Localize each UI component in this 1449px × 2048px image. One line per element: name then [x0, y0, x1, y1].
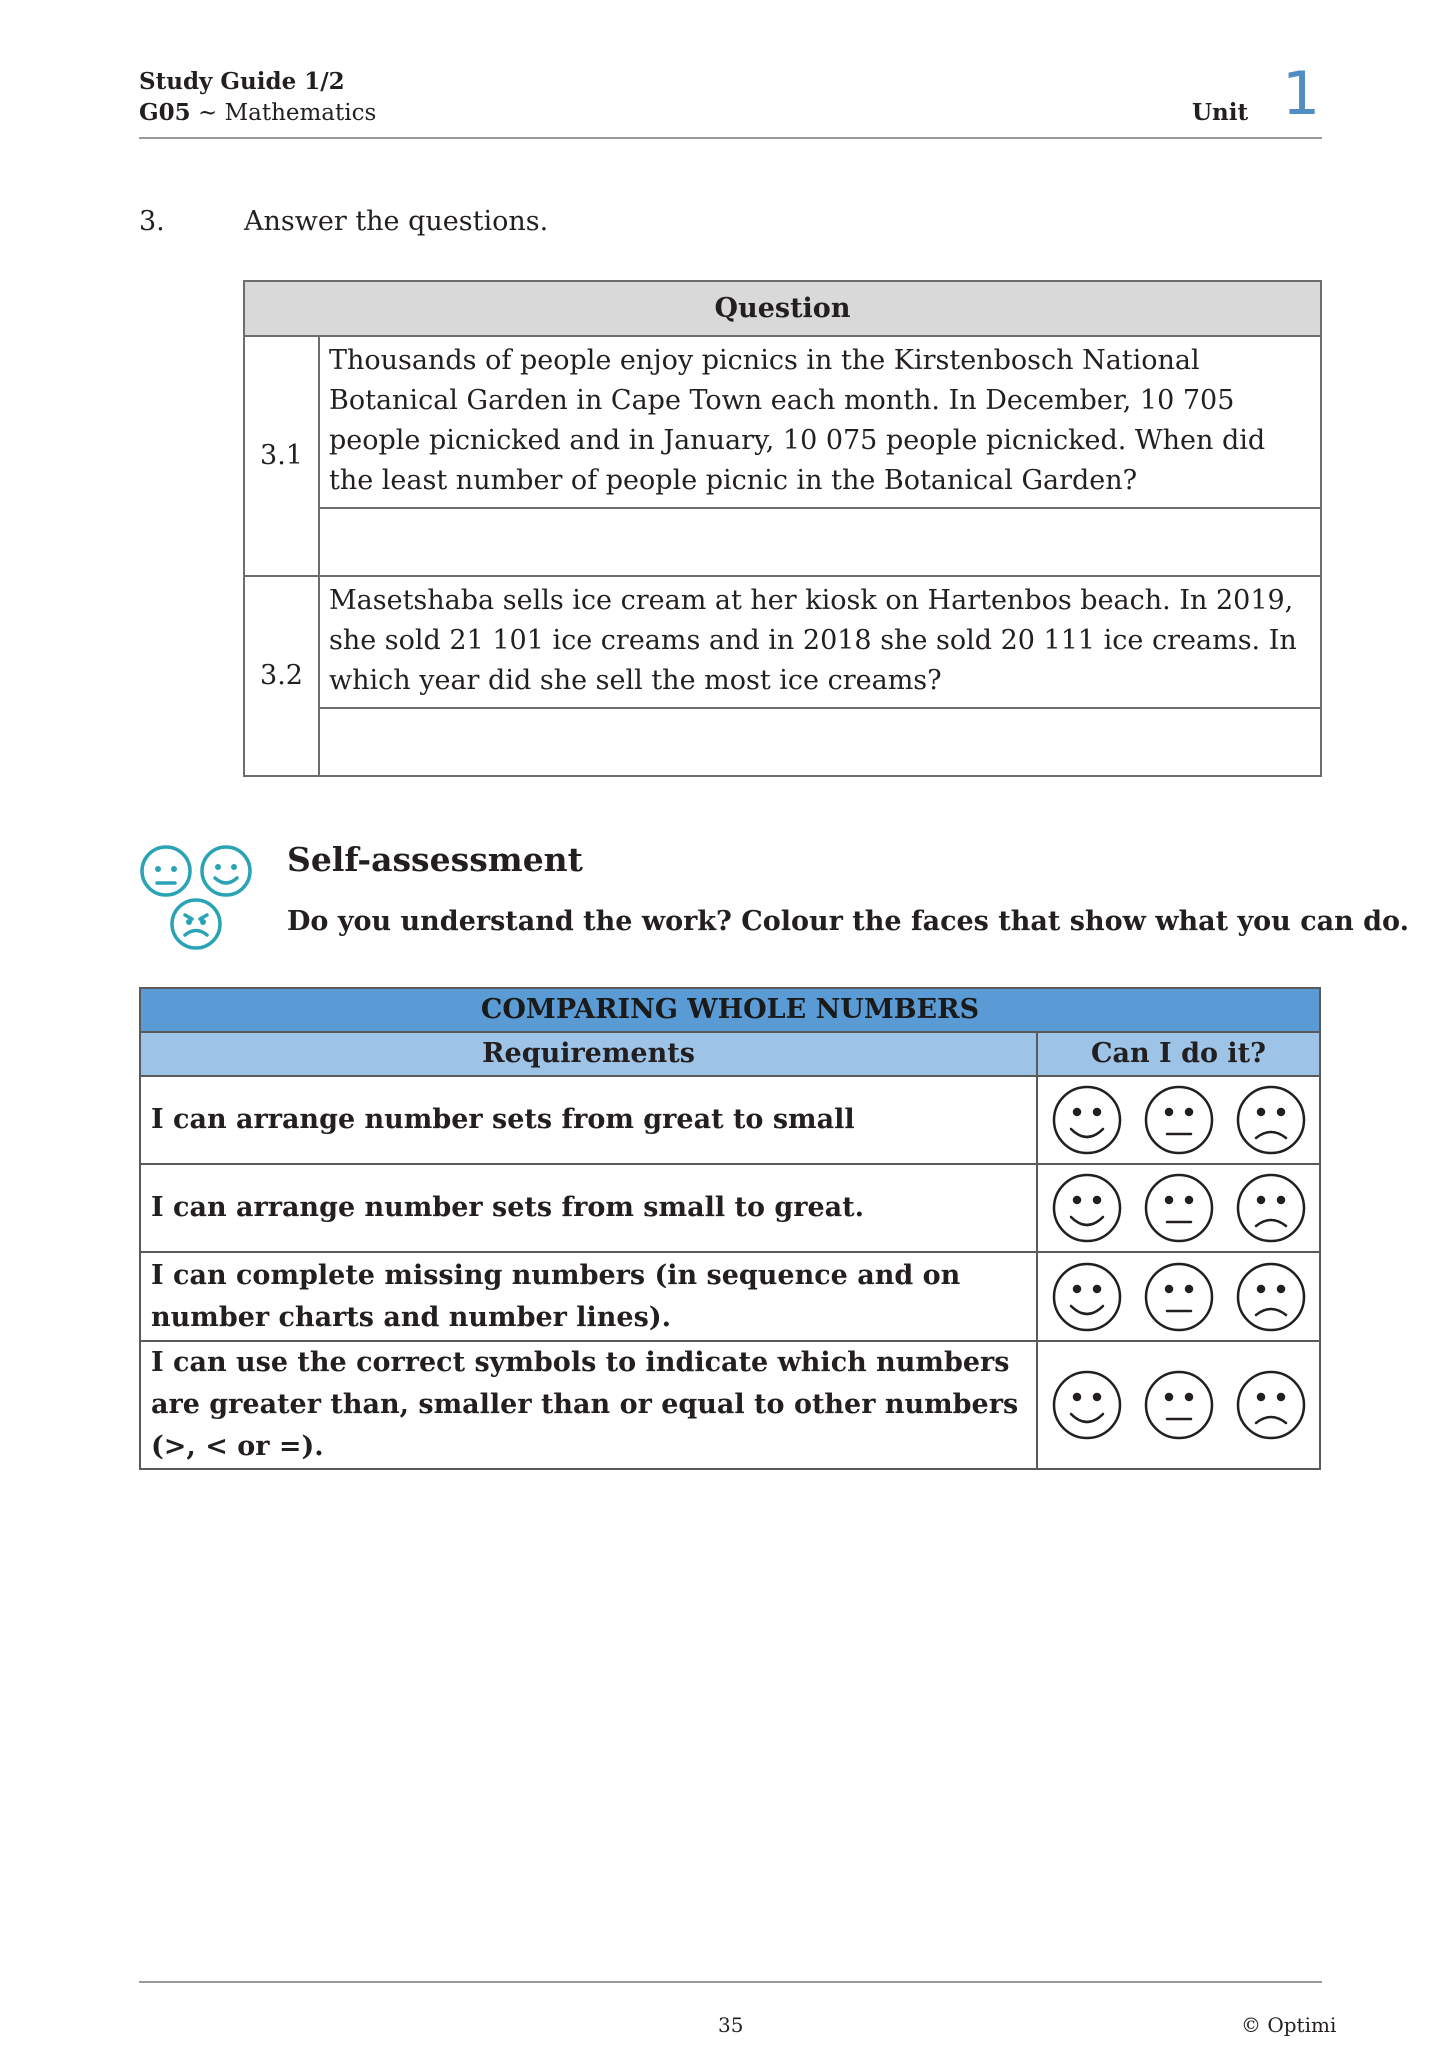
assessment-table — [139, 987, 1321, 1470]
question-text: Thousands of people enjoy picnics in the Kirstenbosch National Botanical Garden in Cape Town each month. In December, 10 705 people picnicked and in January, 10 075 people picnicked. When did the least number of people picnic in the Botanical Garden? — [319, 336, 1321, 508]
section-instruction: Answer the questions. — [244, 206, 549, 237]
assessment-row — [140, 1252, 1320, 1341]
question-number: 3.2 — [244, 576, 319, 776]
face-options — [1037, 1164, 1320, 1252]
answer-cell[interactable] — [319, 708, 1321, 776]
requirements-header: Requirements — [140, 1032, 1037, 1076]
footer-rule — [139, 1981, 1322, 1983]
guide-title: Study Guide 1/2 — [139, 68, 345, 95]
happy-face-icon[interactable] — [1054, 1087, 1120, 1153]
question-table — [243, 280, 1322, 777]
self-assessment-title: Self-assessment — [287, 840, 583, 879]
unit-label: Unit — [1192, 99, 1249, 126]
grade-separator: ~ — [190, 100, 225, 126]
face-options — [1037, 1252, 1320, 1341]
question-row — [244, 336, 1321, 508]
requirement-text: I can arrange number sets from small to great. — [140, 1164, 1037, 1252]
happy-face-icon[interactable] — [1054, 1175, 1120, 1241]
question-number: 3.1 — [244, 336, 319, 576]
answer-cell[interactable] — [319, 508, 1321, 576]
self-assessment-faces-icon — [138, 843, 256, 953]
happy-face-icon[interactable] — [1054, 1372, 1120, 1438]
question-text: Masetshaba sells ice cream at her kiosk on Hartenbos beach. In 2019, she sold 21 101 ice creams and in 2018 she sold 20 111 ice creams. In which year did she sell the most ice creams? — [319, 576, 1321, 708]
neutral-face-icon[interactable] — [1146, 1087, 1212, 1153]
neutral-face-icon[interactable] — [1146, 1175, 1212, 1241]
requirement-text: I can arrange number sets from great to small — [140, 1076, 1037, 1164]
sad-face-icon[interactable] — [1238, 1372, 1304, 1438]
grade-subject — [139, 99, 376, 126]
sad-face-icon[interactable] — [1238, 1264, 1304, 1330]
can-i-do-it-header: Can I do it? — [1037, 1032, 1320, 1076]
requirement-text: I can use the correct symbols to indicate which numbers are greater than, smaller than or equal to other numbers (>, < or =). — [140, 1341, 1037, 1469]
assessment-row — [140, 1341, 1320, 1469]
assessment-table-title: COMPARING WHOLE NUMBERS — [140, 988, 1320, 1032]
page-number: 35 — [718, 2013, 744, 2037]
self-assessment-prompt: Do you understand the work? Colour the faces that show what you can do. — [287, 906, 1409, 937]
subject-name: Mathematics — [224, 100, 377, 126]
sad-face-icon[interactable] — [1238, 1087, 1304, 1153]
sad-face-icon[interactable] — [1238, 1175, 1304, 1241]
question-row — [244, 576, 1321, 708]
neutral-face-icon[interactable] — [1146, 1264, 1212, 1330]
unit-number: 1 — [1282, 59, 1321, 129]
header-rule — [139, 137, 1322, 139]
neutral-face-icon[interactable] — [1146, 1372, 1212, 1438]
requirement-text: I can complete missing numbers (in sequence and on number charts and number lines). — [140, 1252, 1037, 1341]
assessment-row — [140, 1164, 1320, 1252]
face-options — [1037, 1341, 1320, 1469]
happy-face-icon[interactable] — [1054, 1264, 1120, 1330]
grade-code: G05 — [139, 99, 191, 126]
copyright: © Optimi — [1241, 2013, 1337, 2037]
question-table-header: Question — [244, 281, 1321, 336]
section-number: 3. — [139, 206, 165, 237]
face-options — [1037, 1076, 1320, 1164]
assessment-row — [140, 1076, 1320, 1164]
